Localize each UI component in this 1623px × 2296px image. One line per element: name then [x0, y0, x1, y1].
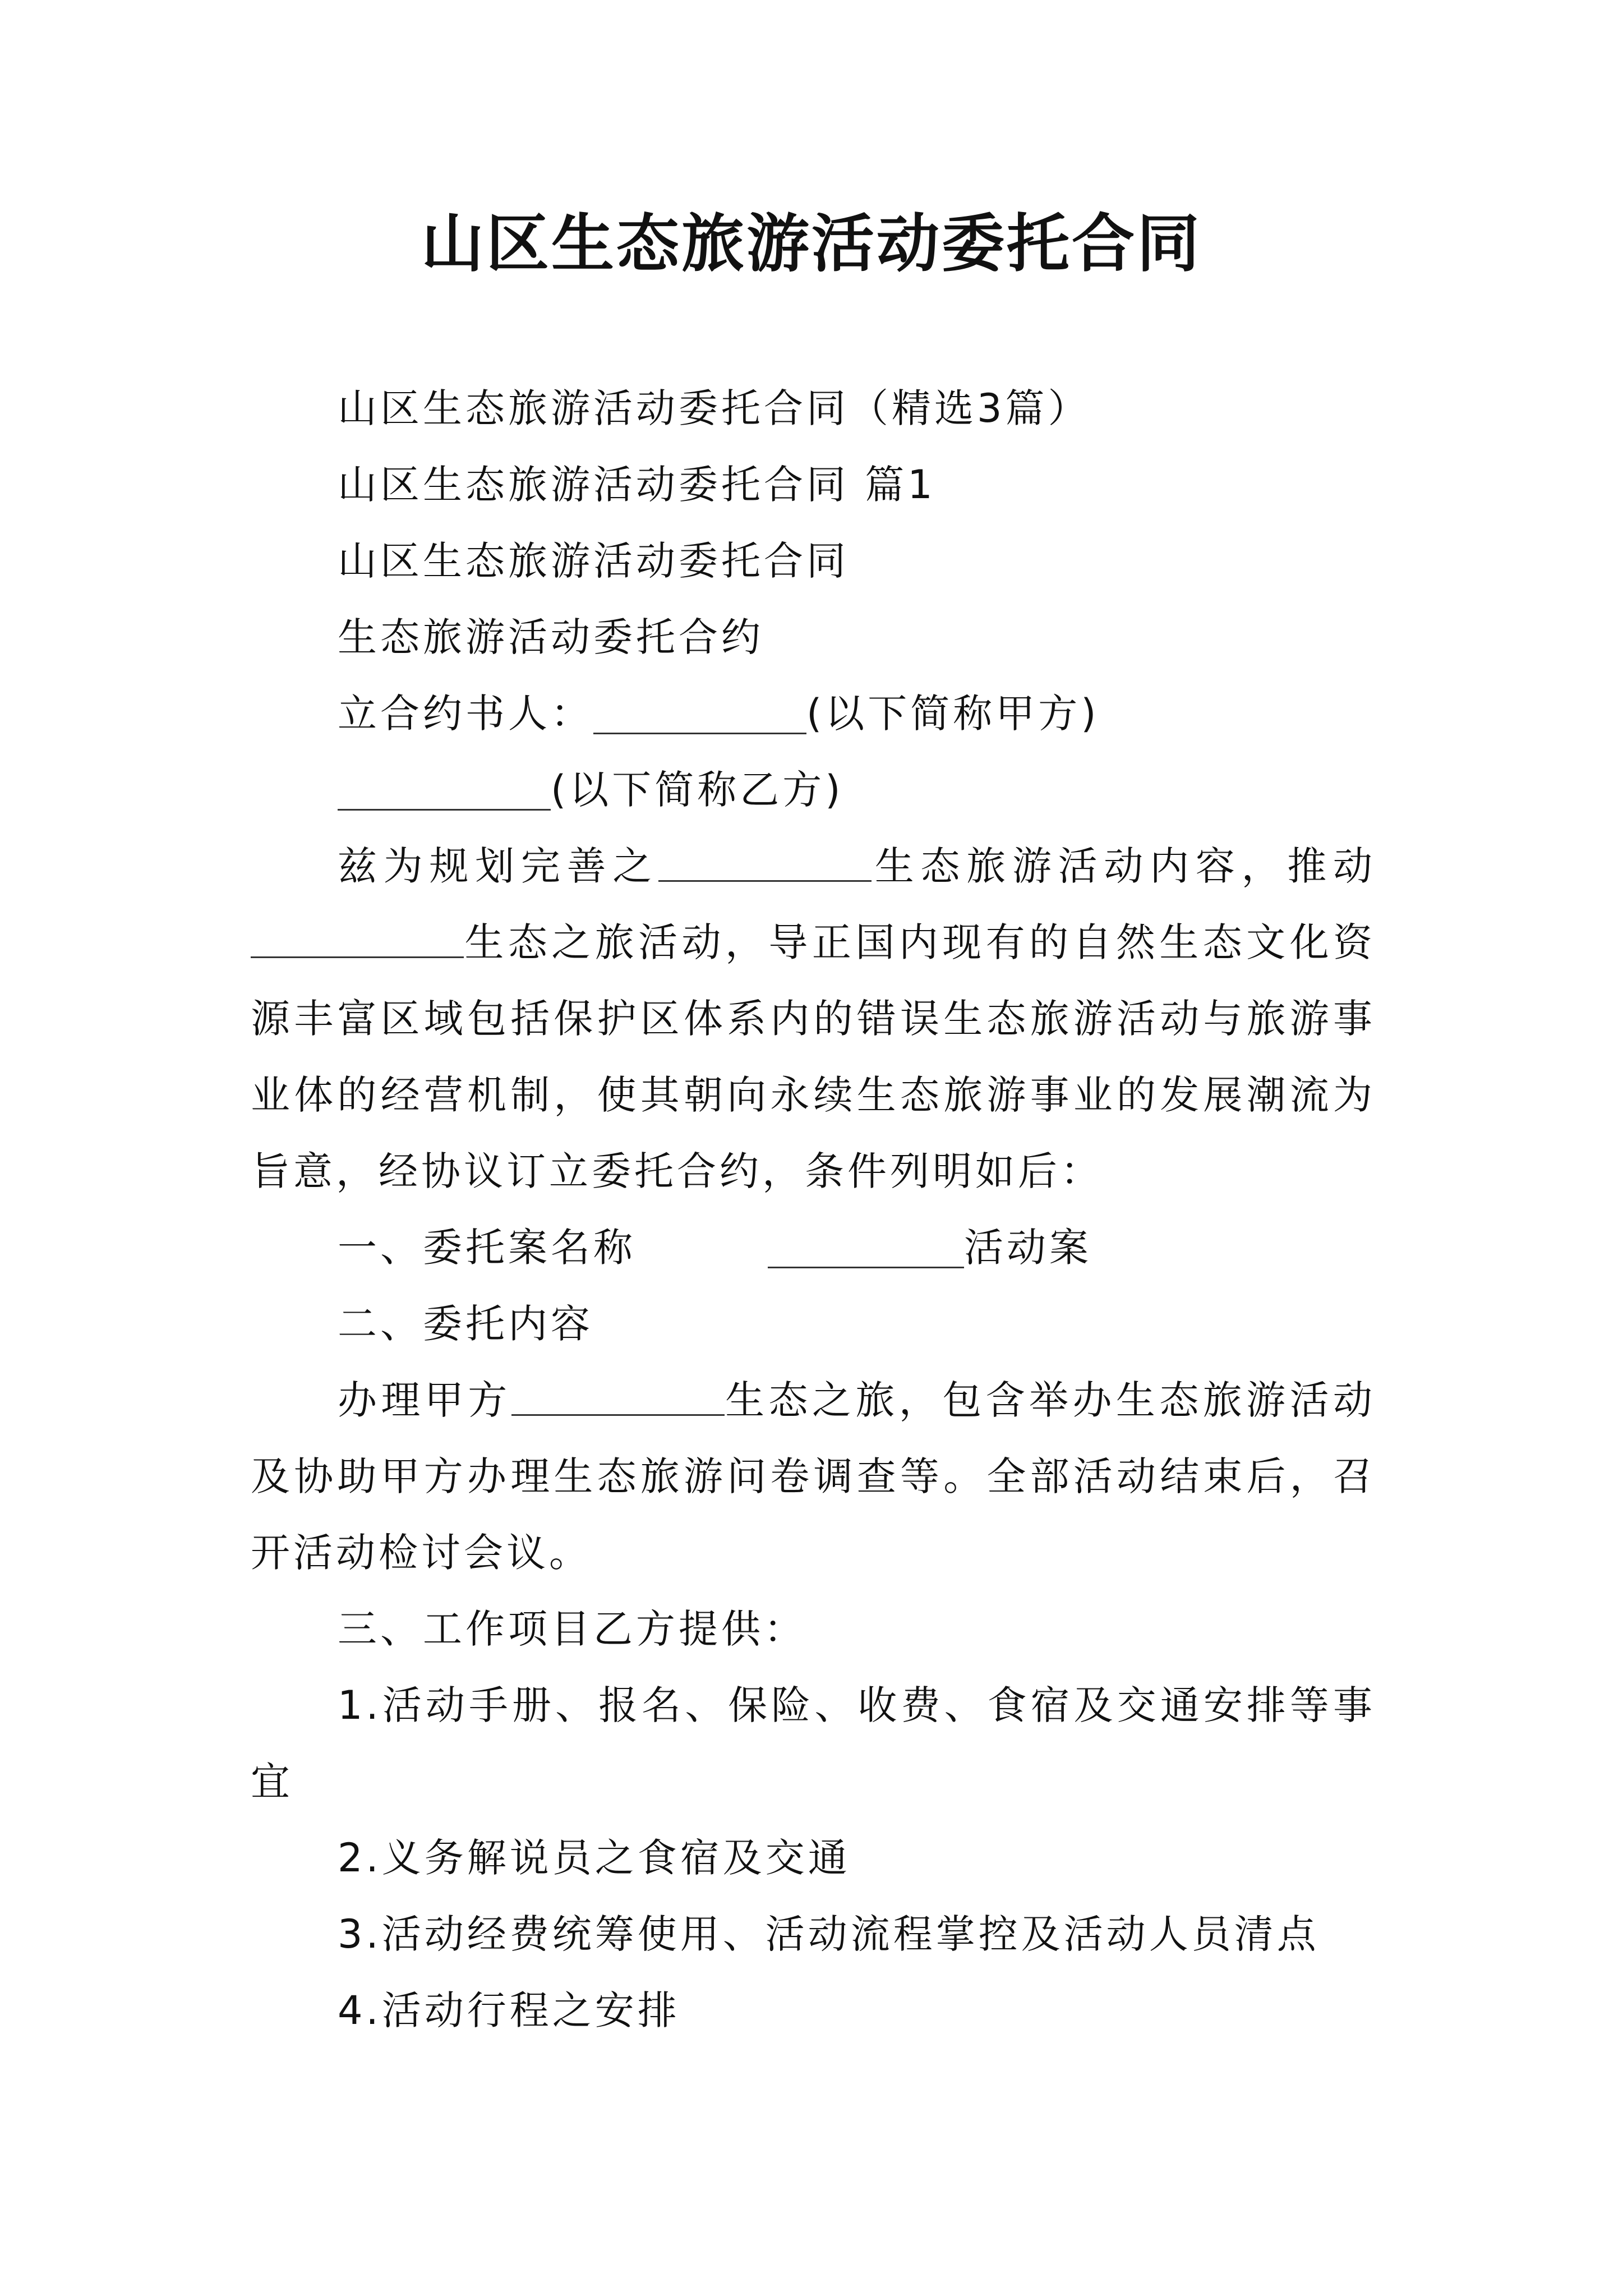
section-3-heading: 三、工作项目乙方提供： [338, 1606, 806, 1652]
item-2: 2.义务解说员之食宿及交通 [338, 1835, 851, 1881]
document-body [251, 370, 1376, 2049]
contract-name: 山区生态旅游活动委托合同 [338, 538, 849, 584]
party-b-blank [338, 770, 551, 811]
item-1: 1.活动手册、报名、保险、收费、食宿及交通安排等事宜 [251, 1682, 1376, 1805]
section-1-blank [768, 1227, 964, 1268]
party-a-label: 立合约书人： [338, 691, 593, 737]
purpose-paragraph [251, 828, 1376, 1209]
content-part-2: 生态之旅，包含举办生态旅游活动及协助甲方办理生态旅游问卷调查等。全部活动结束后，召开活动检讨会议。 [251, 1377, 1376, 1576]
party-a-note: (以下简称甲方) [806, 691, 1100, 737]
party-b-note: (以下简称乙方) [551, 767, 844, 813]
document-title: 山区生态旅游活动委托合同 [421, 207, 1202, 280]
content-part-1: 办理甲方 [338, 1377, 511, 1423]
purpose-part-3: 生态之旅活动，导正国内现有的自然生态文化资源丰富区域包括保护区体系内的错误生态旅游活动与旅游事业体的经营机制，使其朝向永续生态旅游事业的发展潮流为旨意，经协议订立委托合约，条件列明如后： [251, 919, 1376, 1194]
item-4: 4.活动行程之安排 [338, 1987, 680, 2033]
party-a-line [251, 675, 1376, 752]
content-paragraph [251, 1362, 1376, 1591]
section-1-label: 一、委托案名称 [338, 1225, 636, 1271]
purpose-blank-1 [658, 841, 872, 882]
item-3: 3.活动经费统筹使用、活动流程掌控及活动人员清点 [338, 1911, 1320, 1957]
section-2-heading: 二、委托内容 [338, 1301, 593, 1347]
content-blank [511, 1375, 725, 1416]
article-heading: 山区生态旅游活动委托合同 篇1 [338, 462, 936, 508]
party-a-blank [593, 693, 806, 734]
section-1-line [251, 1209, 1376, 1286]
purpose-blank-2 [251, 917, 464, 958]
section-1-suffix: 活动案 [964, 1225, 1092, 1271]
party-b-line [251, 752, 1376, 828]
purpose-part-1: 兹为规划完善之 [338, 843, 659, 889]
agreement-name: 生态旅游活动委托合约 [338, 614, 764, 660]
purpose-part-2: 生态旅游活动内容，推动 [872, 843, 1376, 889]
subtitle-selected: 山区生态旅游活动委托合同（精选3篇） [338, 385, 1091, 431]
